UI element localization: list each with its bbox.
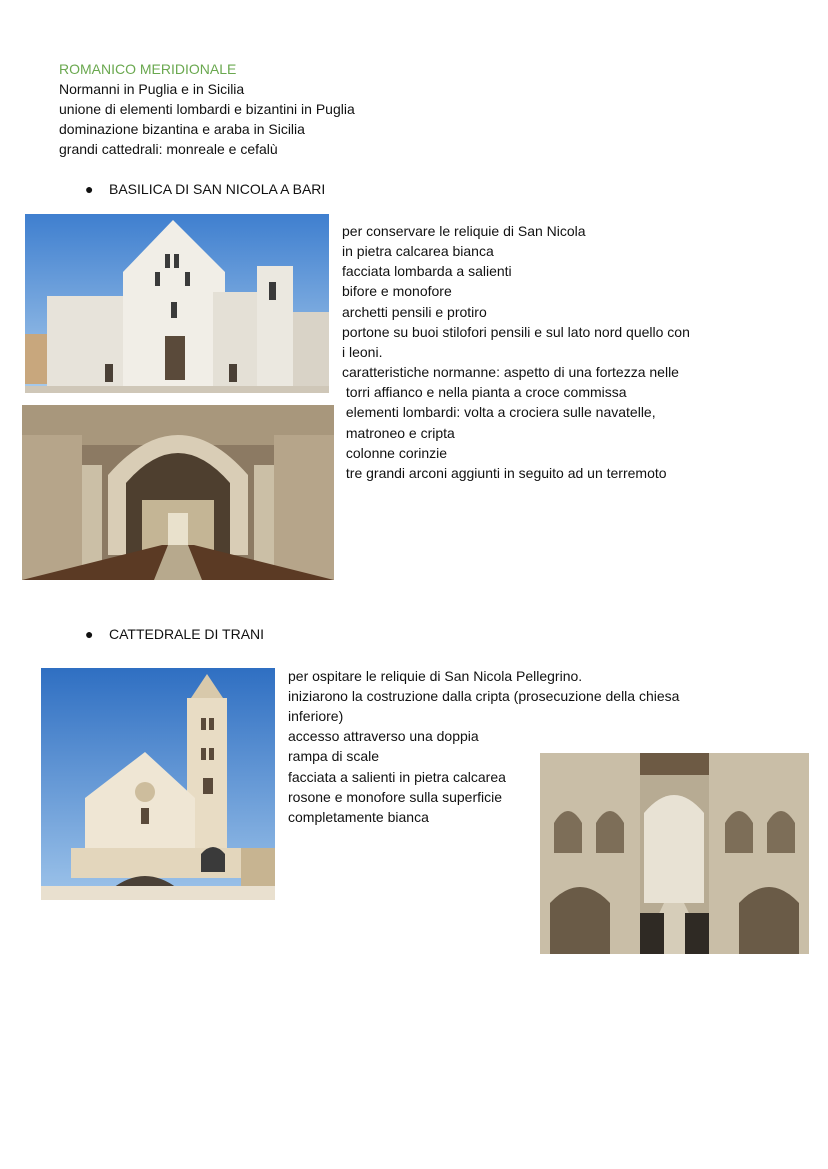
- basilica-interior-photo: [22, 405, 334, 580]
- text-line: completamente bianca: [288, 809, 429, 825]
- trani-cathedral-photo: [41, 668, 275, 900]
- intro-line: dominazione bizantina e araba in Sicilia: [59, 121, 305, 137]
- text-line: caratteristiche normanne: aspetto di una fortezza nelle: [342, 364, 679, 380]
- bullet-dot-icon: ●: [85, 181, 94, 197]
- text-line: inferiore): [288, 708, 344, 724]
- trani-interior-photo: [540, 753, 809, 954]
- intro-line: unione di elementi lombardi e bizantini in Puglia: [59, 101, 355, 117]
- text-line: bifore e monofore: [342, 283, 452, 299]
- text-line: in pietra calcarea bianca: [342, 243, 494, 259]
- text-line: tre grandi arconi aggiunti in seguito ad un terremoto: [342, 465, 667, 481]
- text-line: rosone e monofore sulla superficie: [288, 789, 503, 805]
- text-line: rampa di scale: [288, 748, 380, 764]
- text-line: portone su buoi stilofori pensili e sul lato nord quello con: [342, 324, 690, 340]
- text-line: facciata a salienti in pietra calcarea: [288, 769, 506, 785]
- intro-line: Normanni in Puglia e in Sicilia: [59, 81, 245, 97]
- text-line: iniziarono la costruzione dalla cripta (prosecuzione della chiesa: [288, 688, 680, 704]
- text-line: i leoni.: [342, 344, 383, 360]
- subsection-title: CATTEDRALE DI TRANI: [109, 626, 265, 642]
- bullet-item-bari: [85, 179, 325, 199]
- text-line: accesso attraverso una doppia: [288, 728, 479, 744]
- intro-line: grandi cattedrali: monreale e cefalù: [59, 141, 278, 157]
- subsection-title: BASILICA DI SAN NICOLA A BARI: [109, 181, 326, 197]
- text-line: facciata lombarda a salienti: [342, 263, 512, 279]
- basilica-facade-photo: [25, 214, 329, 393]
- text-line: elementi lombardi: volta a crociera sulle navatelle,: [342, 404, 656, 420]
- text-line: matroneo e cripta: [342, 425, 455, 441]
- bullet-dot-icon: ●: [85, 626, 94, 642]
- text-line: per conservare le reliquie di San Nicola: [342, 223, 586, 239]
- text-line: colonne corinzie: [342, 445, 448, 461]
- text-line: archetti pensili e protiro: [342, 304, 487, 320]
- text-line: torri affianco e nella pianta a croce commissa: [342, 384, 627, 400]
- text-line: per ospitare le reliquie di San Nicola Pellegrino.: [288, 668, 583, 684]
- section-heading: ROMANICO MERIDIONALE: [59, 61, 237, 77]
- bullet-item-trani: [85, 624, 264, 644]
